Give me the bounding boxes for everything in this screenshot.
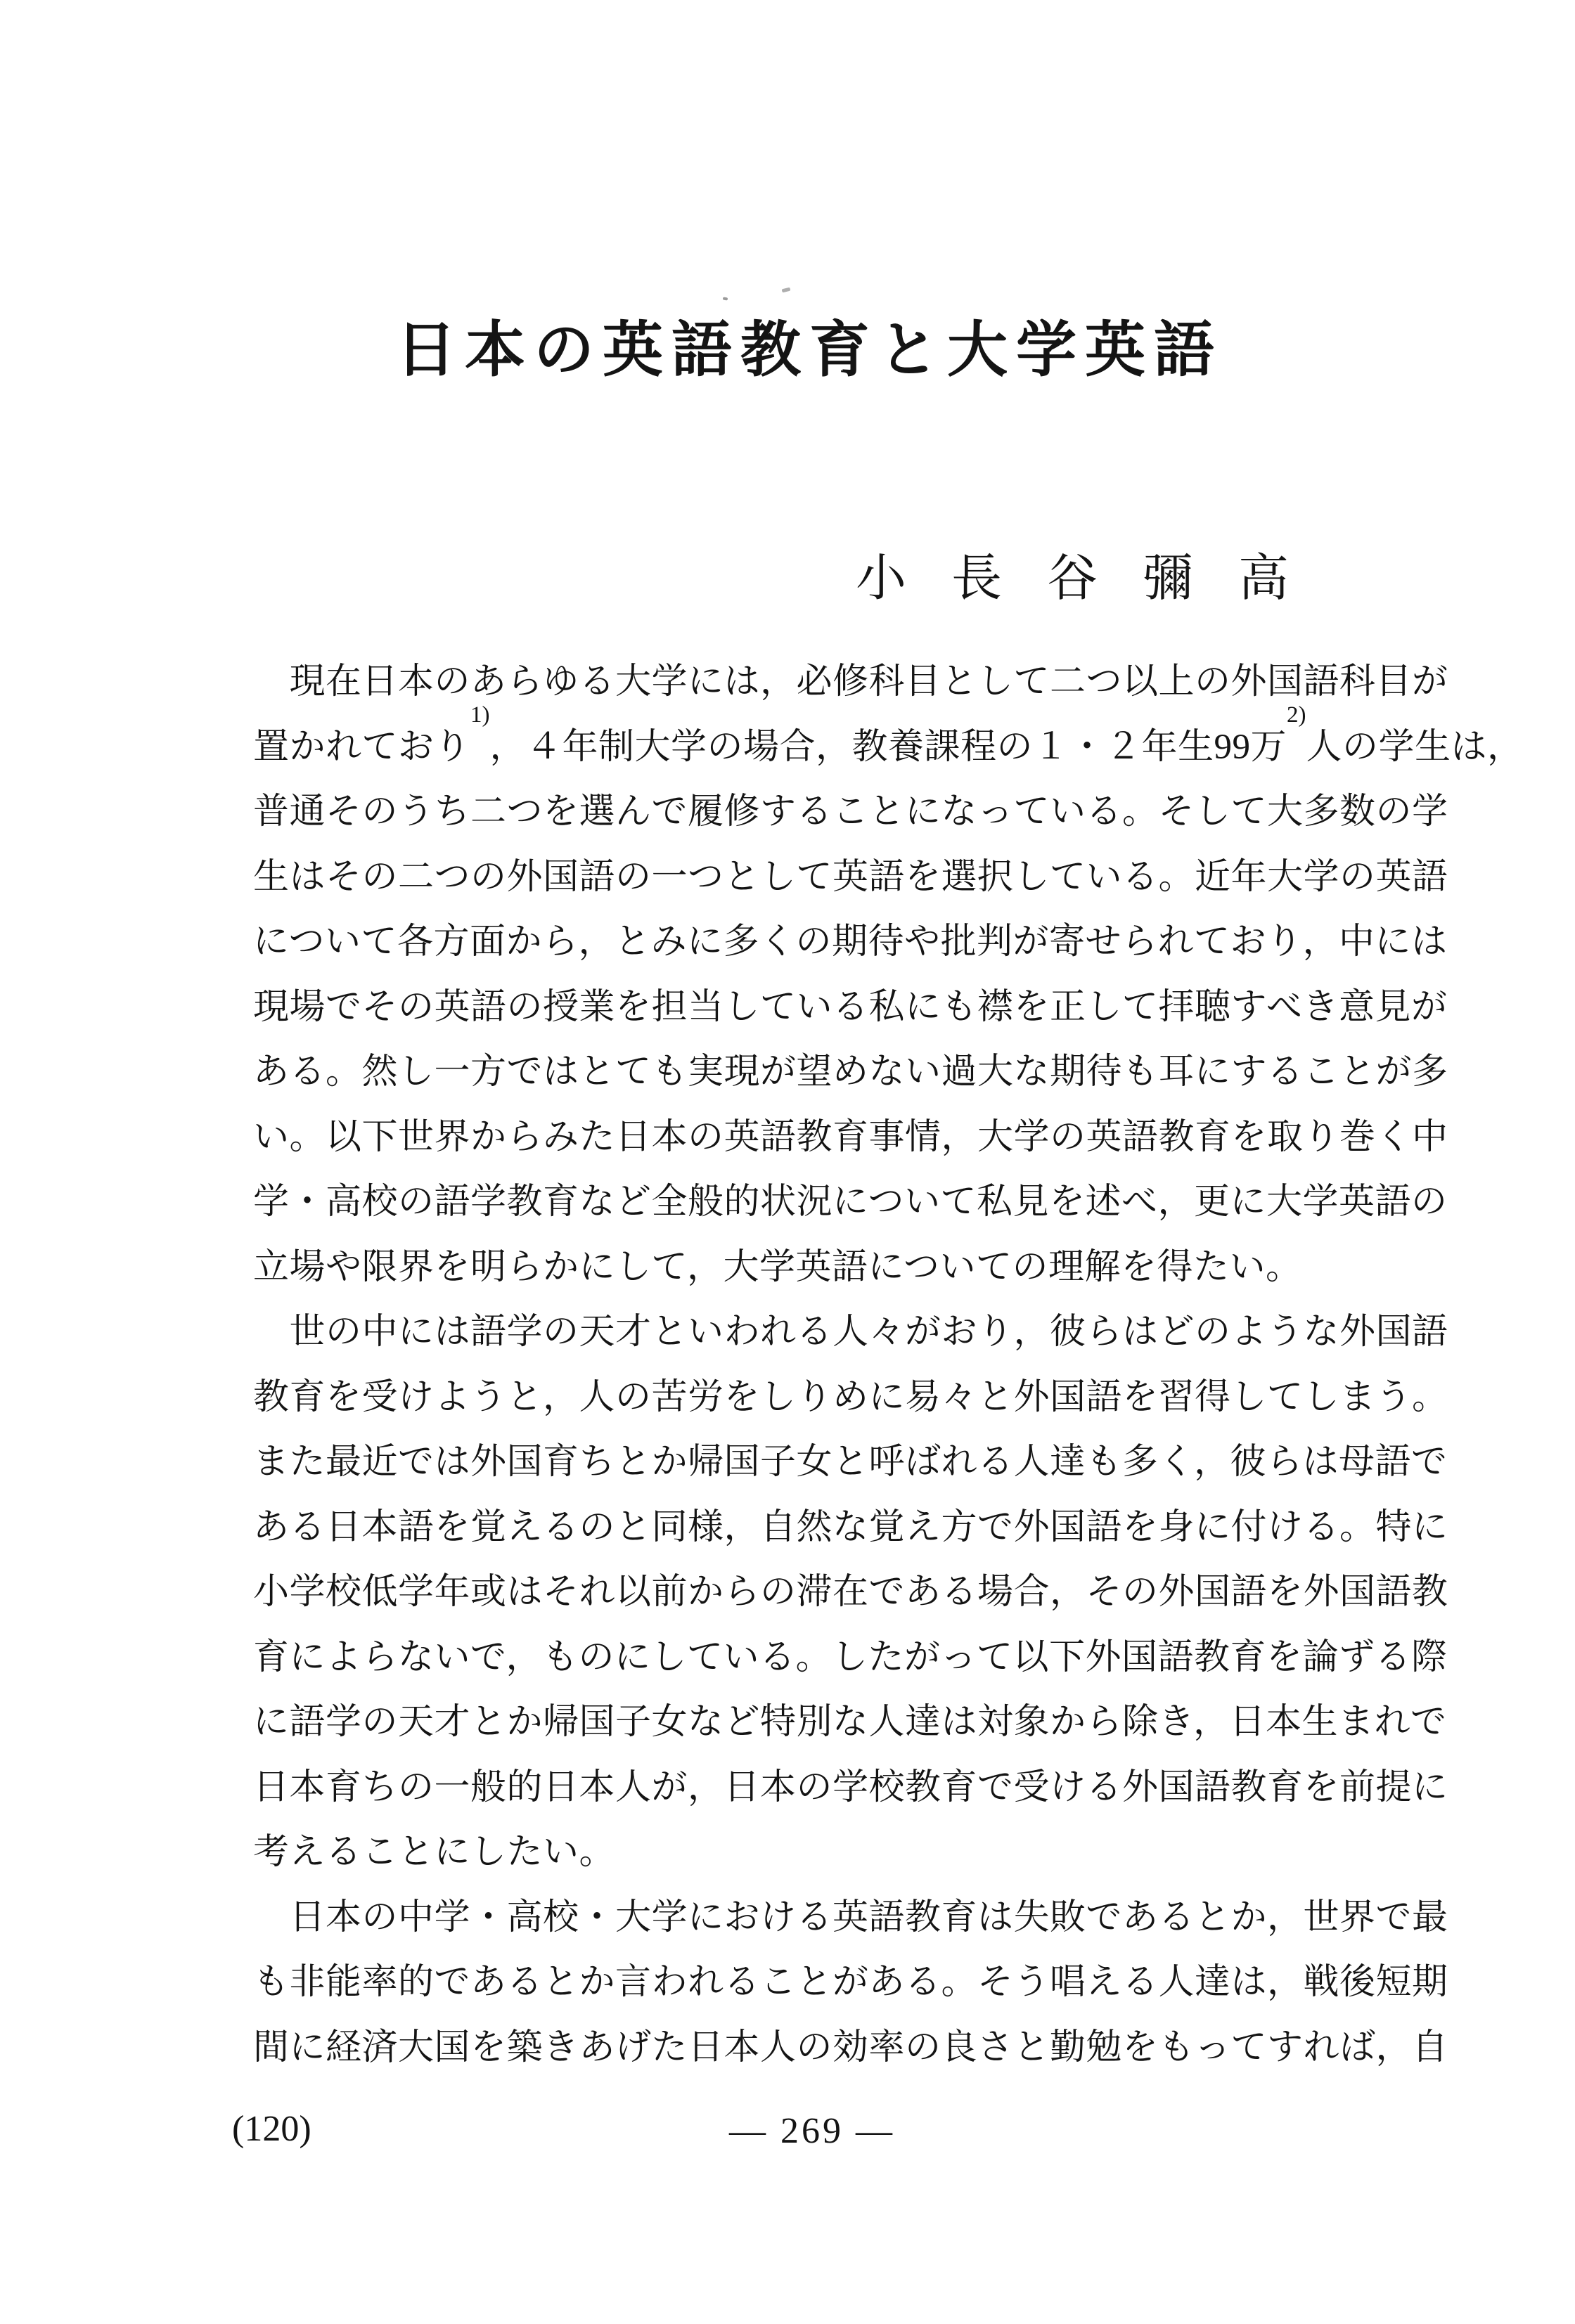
body-line: 育によらないで，ものにしている。したがって以下外国語教育を論ずる際	[253, 1637, 1448, 1677]
footnote-marker: 2)	[1287, 702, 1306, 728]
scan-speck	[782, 288, 791, 293]
body-line: 間に経済大国を築きあげた日本人の効率の良さと勤勉をもってすれば，自	[253, 2027, 1448, 2067]
body-line: ある。然し一方ではとても実現が望めない過大な期待も耳にすることが多	[253, 1052, 1448, 1092]
author-name: 小長谷彌高	[855, 550, 1334, 607]
issue-page-number: (120)	[232, 2109, 311, 2149]
article-title: 日本の英語教育と大学英語	[396, 316, 1223, 384]
body-line: 現場でその英語の授業を担当している私にも襟を正して拝聴すべき意見が	[253, 987, 1448, 1027]
body-line: 小学校低学年或はそれ以前からの滞在である場合，その外国語を外国語教	[253, 1573, 1448, 1612]
body-line: について各方面から，とみに多くの期待や批判が寄せられており，中には	[253, 922, 1448, 962]
body-line: 日本の中学・高校・大学における英語教育は失敗であるとか，世界で最	[253, 1897, 1448, 1937]
body-line: 普通そのうち二つを選んで履修することになっている。そして大多数の学	[253, 792, 1448, 832]
page-number: — 269 —	[729, 2111, 895, 2151]
body-line: 現在日本のあらゆる大学には，必修科目として二つ以上の外国語科目が	[253, 662, 1448, 702]
footnote-marker: 1)	[470, 702, 490, 728]
body-line: 立場や限界を明らかにして，大学英語についての理解を得たい。	[253, 1247, 1302, 1287]
scan-speck	[723, 297, 728, 301]
body-line: 考えることにしたい。	[253, 1833, 616, 1872]
body-line: 置かれており$^{1)}$，４年制大学の場合，教養課程の１・２年生99万$^{2)}$人の学生は，	[253, 702, 1524, 767]
body-line: 生はその二つの外国語の一つとして英語を選択している。近年大学の英語	[253, 857, 1448, 897]
body-line: 教育を受けようと，人の苦労をしりめに易々と外国語を習得してしまう。	[253, 1377, 1448, 1417]
body-line: い。以下世界からみた日本の英語教育事情，大学の英語教育を取り巻く中	[253, 1117, 1448, 1157]
body-line: 世の中には語学の天才といわれる人々がおり，彼らはどのような外国語	[253, 1312, 1448, 1352]
body-line: また最近では外国育ちとか帰国子女と呼ばれる人達も多く，彼らは母語で	[253, 1442, 1448, 1482]
body-line: も非能率的であるとか言われることがある。そう唱える人達は，戦後短期	[253, 1963, 1448, 2002]
body-line: 日本育ちの一般的日本人が，日本の学校教育で受ける外国語教育を前提に	[253, 1767, 1448, 1807]
body-line: ある日本語を覚えるのと同様，自然な覚え方で外国語を身に付ける。特に	[253, 1507, 1448, 1547]
body-line: 学・高校の語学教育など全般的状況について私見を述べ，更に大学英語の	[253, 1182, 1448, 1222]
body-line: に語学の天才とか帰国子女など特別な人達は対象から除き，日本生まれで	[253, 1703, 1447, 1742]
article-body	[253, 650, 1524, 2080]
